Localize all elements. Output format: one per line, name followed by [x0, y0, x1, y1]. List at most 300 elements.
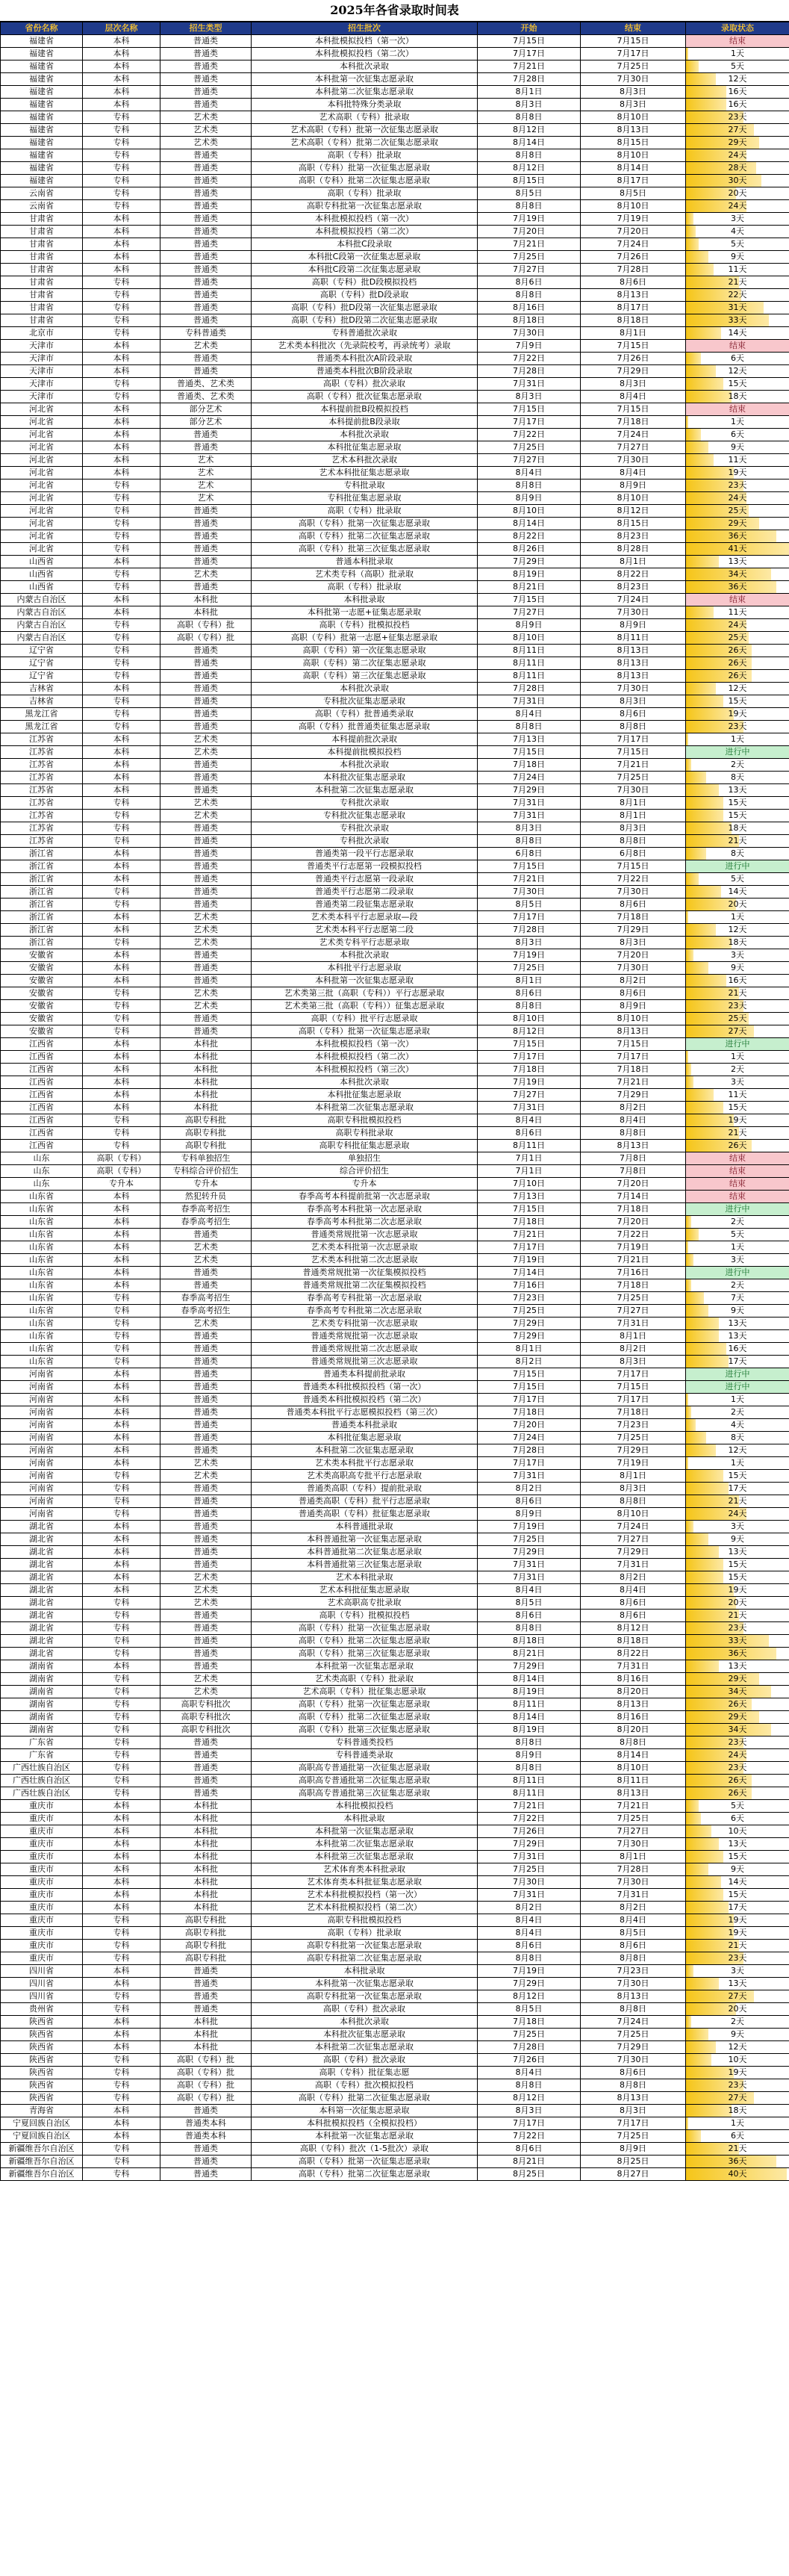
cell-status: [686, 1279, 789, 1292]
cell-status: [686, 543, 789, 556]
cell-status: [686, 581, 789, 594]
cell-status: [686, 1648, 789, 1660]
header-batch[interactable]: 招生批次: [252, 22, 478, 35]
cell-batch: 高职专科批征集志愿录取: [252, 1140, 478, 1152]
cell-level: 本科: [83, 1229, 160, 1241]
status-text: 27天: [728, 1026, 747, 1036]
table-row: [1, 60, 789, 73]
cell-end: 8月17日: [581, 175, 686, 187]
header-end[interactable]: 结束: [581, 22, 686, 35]
table-row: [1, 365, 789, 378]
cell-level: 本科: [83, 860, 160, 873]
progress-fill: [686, 1406, 691, 1418]
cell-end: 8月4日: [581, 1114, 686, 1127]
cell-batch: 专科批征集志愿录取: [252, 492, 478, 505]
cell-type: 普通类: [160, 543, 252, 556]
table-row: [1, 1495, 789, 1508]
cell-level: 本科: [83, 1216, 160, 1229]
cell-start: 7月15日: [478, 1368, 581, 1381]
cell-batch: 本科批模拟投档（第一次）: [252, 213, 478, 226]
cell-end: 7月30日: [581, 1978, 686, 1990]
cell-batch: 艺术本科批次录取: [252, 454, 478, 467]
cell-end: 7月15日: [581, 860, 686, 873]
cell-province: 河南省: [1, 1483, 83, 1495]
table-row: [1, 1762, 789, 1775]
cell-level: 专科: [83, 1737, 160, 1749]
cell-province: 重庆市: [1, 1863, 83, 1876]
table-row: [1, 2079, 789, 2092]
progress-fill: [686, 175, 761, 187]
cell-end: 7月31日: [581, 1559, 686, 1571]
cell-end: 7月27日: [581, 1305, 686, 1318]
cell-type: 然犯转升员: [160, 1191, 252, 1203]
cell-end: 8月12日: [581, 505, 686, 518]
table-row: [1, 492, 789, 505]
progress-fill: [686, 1635, 769, 1647]
cell-batch: 艺术本科批模拟投档（第二次）: [252, 1902, 478, 1914]
table-row: [1, 1508, 789, 1521]
cell-status: [686, 492, 789, 505]
cell-batch: 艺术类本科批第一次志愿录取: [252, 1241, 478, 1254]
cell-province: 福建省: [1, 73, 83, 86]
cell-start: 7月10日: [478, 1178, 581, 1191]
cell-province: 甘肃省: [1, 226, 83, 238]
cell-batch: 普通本科批录取: [252, 556, 478, 568]
progress-fill: [686, 1216, 691, 1228]
cell-province: 陕西省: [1, 2041, 83, 2054]
table-row: [1, 1711, 789, 1724]
cell-batch: 艺术类第三批（高职（专科））平行志愿录取: [252, 987, 478, 1000]
cell-start: 8月6日: [478, 1495, 581, 1508]
cell-level: 本科: [83, 353, 160, 365]
cell-status: [686, 1356, 789, 1368]
cell-status: [686, 302, 789, 314]
cell-type: 普通类: [160, 962, 252, 975]
cell-end: 7月25日: [581, 60, 686, 73]
cell-end: 7月25日: [581, 1432, 686, 1444]
table-row: [1, 187, 789, 200]
cell-type: 普通类: [160, 276, 252, 289]
progress-fill: [686, 886, 721, 898]
cell-start: 7月17日: [478, 416, 581, 429]
status-text: 40天: [728, 2169, 747, 2179]
status-text: 9天: [731, 1864, 744, 1874]
cell-type: 普通类: [160, 1965, 252, 1978]
cell-type: 艺术: [160, 467, 252, 479]
status-text: 5天: [731, 1229, 744, 1239]
cell-end: 7月30日: [581, 1876, 686, 1889]
cell-end: 8月3日: [581, 86, 686, 99]
cell-batch: 高职（专科）批第二次征集志愿录取: [252, 1635, 478, 1648]
status-text: 进行中: [725, 1204, 750, 1214]
table-row: [1, 949, 789, 962]
cell-province: 内蒙古自治区: [1, 619, 83, 632]
cell-type: 普通类: [160, 784, 252, 797]
cell-type: 艺术类: [160, 1686, 252, 1698]
table-row: [1, 1444, 789, 1457]
cell-start: 8月22日: [478, 530, 581, 543]
cell-end: 8月10日: [581, 1508, 686, 1521]
cell-start: 7月16日: [478, 1279, 581, 1292]
cell-end: 8月2日: [581, 1902, 686, 1914]
cell-status: [686, 251, 789, 264]
cell-batch: 本科批平行志愿录取: [252, 962, 478, 975]
cell-province: 湖北省: [1, 1648, 83, 1660]
cell-end: 7月30日: [581, 784, 686, 797]
cell-type: 普通类: [160, 1978, 252, 1990]
cell-status: [686, 1686, 789, 1698]
cell-batch: 本科第一次征集志愿录取: [252, 2105, 478, 2117]
status-text: 12天: [728, 2042, 747, 2052]
cell-end: 8月8日: [581, 1495, 686, 1508]
cell-batch: 高职高专普通批第一次征集志愿录取: [252, 1762, 478, 1775]
status-text: 11天: [728, 264, 747, 274]
progress-fill: [686, 784, 719, 796]
cell-status: [686, 1851, 789, 1863]
header-province[interactable]: 省份名称: [1, 22, 83, 35]
cell-start: 8月14日: [478, 518, 581, 530]
cell-level: 专科: [83, 619, 160, 632]
cell-end: 8月1日: [581, 797, 686, 810]
cell-end: 8月3日: [581, 1356, 686, 1368]
status-text: 26天: [728, 1699, 747, 1709]
cell-province: 贵州省: [1, 2003, 83, 2016]
status-text: 20天: [728, 2004, 747, 2014]
cell-batch: 本科批第二次征集志愿录取: [252, 2041, 478, 2054]
cell-status: [686, 2041, 789, 2054]
cell-batch: 高职（专科）批第二次征集志愿录取: [252, 1711, 478, 1724]
cell-start: 7月31日: [478, 797, 581, 810]
header-type[interactable]: 招生类型: [160, 22, 252, 35]
cell-type: 普通类: [160, 213, 252, 226]
cell-province: 湖北省: [1, 1622, 83, 1635]
cell-type: 普通类: [160, 1267, 252, 1279]
progress-fill: [686, 467, 734, 479]
cell-batch: 普通类高职（专科）批征集志愿录取: [252, 1508, 478, 1521]
table-row: [1, 1622, 789, 1635]
cell-type: 普通类: [160, 1775, 252, 1787]
cell-end: 7月24日: [581, 2016, 686, 2029]
cell-level: 本科: [83, 441, 160, 454]
cell-start: 7月28日: [478, 924, 581, 937]
table-row: [1, 1165, 789, 1178]
cell-start: 8月4日: [478, 1927, 581, 1940]
status-text: 2天: [731, 1407, 744, 1417]
cell-batch: 春季高考专科批第一次志愿录取: [252, 1292, 478, 1305]
table-row: [1, 1775, 789, 1787]
cell-batch: 本科批征集志愿录取: [252, 441, 478, 454]
header-start[interactable]: 开始: [478, 22, 581, 35]
table-row: [1, 1483, 789, 1495]
cell-level: 专科: [83, 1000, 160, 1013]
cell-batch: 单独招生: [252, 1152, 478, 1165]
status-text: 34天: [728, 1725, 747, 1734]
cell-type: 本科批: [160, 1851, 252, 1863]
cell-status: [686, 606, 789, 619]
table-row: [1, 314, 789, 327]
status-text: 24天: [728, 1509, 747, 1518]
cell-level: 本科: [83, 365, 160, 378]
cell-batch: 高职（专科）批第一次征集志愿录取: [252, 518, 478, 530]
status-text: 33天: [728, 1636, 747, 1645]
cell-type: 普通类: [160, 1483, 252, 1495]
cell-start: 7月28日: [478, 683, 581, 695]
cell-start: 8月8日: [478, 1737, 581, 1749]
cell-province: 河北省: [1, 467, 83, 479]
cell-end: 7月19日: [581, 1457, 686, 1470]
cell-type: 春季高考招生: [160, 1203, 252, 1216]
cell-type: 普通类、艺术类: [160, 391, 252, 403]
header-level[interactable]: 层次名称: [83, 22, 160, 35]
cell-type: 艺术类: [160, 987, 252, 1000]
cell-level: 本科: [83, 429, 160, 441]
progress-fill: [686, 1394, 688, 1406]
cell-level: 本科: [83, 924, 160, 937]
status-text: 24天: [728, 493, 747, 503]
cell-type: 普通类: [160, 2003, 252, 2016]
cell-start: 8月12日: [478, 1990, 581, 2003]
cell-start: 8月1日: [478, 86, 581, 99]
cell-province: 甘肃省: [1, 276, 83, 289]
cell-start: 8月1日: [478, 975, 581, 987]
cell-province: 甘肃省: [1, 251, 83, 264]
cell-end: 6月8日: [581, 848, 686, 860]
cell-status: [686, 1711, 789, 1724]
cell-batch: 综合评价招生: [252, 1165, 478, 1178]
table-row: [1, 784, 789, 797]
status-text: 1天: [731, 2118, 744, 2128]
cell-status: [686, 1254, 789, 1267]
table-row: [1, 645, 789, 657]
status-text: 4天: [731, 226, 744, 236]
status-text: 24天: [728, 150, 747, 160]
cell-status: [686, 1533, 789, 1546]
table-row: [1, 467, 789, 479]
cell-province: 江苏省: [1, 759, 83, 772]
table-row: [1, 899, 789, 911]
table-row: [1, 441, 789, 454]
status-text: 17天: [728, 1356, 747, 1366]
table-row: [1, 1229, 789, 1241]
progress-fill: [686, 1279, 691, 1291]
status-text: 进行中: [725, 1039, 750, 1049]
cell-end: 7月18日: [581, 416, 686, 429]
progress-fill: [686, 759, 691, 771]
cell-status: [686, 1102, 789, 1114]
cell-type: 普通类: [160, 822, 252, 835]
cell-level: 专科: [83, 111, 160, 124]
cell-province: 福建省: [1, 149, 83, 162]
cell-batch: 普通类平行志愿第一段模拟投档: [252, 860, 478, 873]
status-text: 19天: [728, 468, 747, 477]
status-text: 15天: [728, 696, 747, 706]
cell-level: 专科: [83, 518, 160, 530]
cell-start: 8月21日: [478, 1648, 581, 1660]
status-text: 21天: [728, 836, 747, 845]
cell-batch: 艺术类本科平行志愿第二段: [252, 924, 478, 937]
status-text: 22天: [728, 290, 747, 300]
table-row: [1, 1965, 789, 1978]
cell-batch: 高职（专科）批次（1-5批次）录取: [252, 2143, 478, 2156]
cell-end: 7月20日: [581, 1178, 686, 1191]
cell-level: 专科: [83, 1330, 160, 1343]
cell-batch: 本科批征集志愿录取: [252, 1089, 478, 1102]
cell-batch: 高职专科批第一次征集志愿录取: [252, 1940, 478, 1952]
cell-batch: 艺术本科批模拟投档（第一次）: [252, 1889, 478, 1902]
cell-end: 8月1日: [581, 556, 686, 568]
cell-start: 7月27日: [478, 264, 581, 276]
cell-batch: 艺术本科批征集志愿录取: [252, 1584, 478, 1597]
progress-fill: [686, 1102, 723, 1114]
cell-end: 8月22日: [581, 1648, 686, 1660]
cell-status: [686, 1584, 789, 1597]
table-row: [1, 2117, 789, 2130]
cell-start: 8月8日: [478, 479, 581, 492]
cell-batch: 艺术类高职高专批平行志愿录取: [252, 1470, 478, 1483]
cell-end: 8月13日: [581, 1025, 686, 1038]
progress-fill: [686, 441, 708, 453]
header-status[interactable]: 录取状态: [686, 22, 789, 35]
cell-status: [686, 365, 789, 378]
cell-province: 湖北省: [1, 1533, 83, 1546]
cell-batch: 本科批第一次征集志愿录取: [252, 1660, 478, 1673]
cell-status: [686, 886, 789, 899]
table-row: [1, 73, 789, 86]
cell-type: 普通类: [160, 48, 252, 60]
cell-level: 本科: [83, 403, 160, 416]
cell-province: 内蒙古自治区: [1, 606, 83, 619]
progress-fill: [686, 518, 759, 530]
cell-type: 普通类: [160, 353, 252, 365]
progress-fill: [686, 1064, 691, 1076]
cell-batch: 本科批第二次征集志愿录取: [252, 784, 478, 797]
cell-level: 本科: [83, 73, 160, 86]
cell-province: 重庆市: [1, 1927, 83, 1940]
table-row: [1, 251, 789, 264]
cell-batch: 艺术类专科平行志愿录取: [252, 937, 478, 949]
cell-status: [686, 619, 789, 632]
cell-end: 8月27日: [581, 2168, 686, 2181]
table-row: [1, 530, 789, 543]
cell-start: 7月31日: [478, 1889, 581, 1902]
cell-type: 本科批: [160, 1800, 252, 1813]
cell-end: 7月25日: [581, 1292, 686, 1305]
cell-type: 普通类: [160, 1444, 252, 1457]
progress-fill: [686, 924, 716, 936]
cell-end: 8月6日: [581, 987, 686, 1000]
progress-fill: [686, 1241, 688, 1253]
cell-type: 高职（专科）批: [160, 2054, 252, 2067]
cell-type: 普通类: [160, 175, 252, 187]
cell-batch: 艺术类专科批第一次志愿录取: [252, 1318, 478, 1330]
cell-province: 河南省: [1, 1432, 83, 1444]
status-text: 9天: [731, 963, 744, 972]
cell-province: 江西省: [1, 1051, 83, 1064]
table-row: [1, 708, 789, 721]
cell-status: [686, 1737, 789, 1749]
progress-fill: [686, 1927, 734, 1939]
cell-start: 7月13日: [478, 733, 581, 746]
table-row: [1, 200, 789, 213]
table-row: [1, 1076, 789, 1089]
cell-start: 7月29日: [478, 1546, 581, 1559]
cell-province: 甘肃省: [1, 213, 83, 226]
cell-status: [686, 822, 789, 835]
cell-type: 普通类: [160, 1343, 252, 1356]
cell-batch: 艺术高职（专科）批征集志愿录取: [252, 1686, 478, 1698]
cell-province: 江苏省: [1, 772, 83, 784]
cell-type: 普通类: [160, 1013, 252, 1025]
cell-batch: 高职专科批录取: [252, 1127, 478, 1140]
status-text: 3天: [731, 1521, 744, 1531]
cell-end: 7月25日: [581, 1813, 686, 1825]
cell-type: 普通类: [160, 518, 252, 530]
cell-level: 专科: [83, 1698, 160, 1711]
cell-type: 高职（专科）批: [160, 2079, 252, 2092]
cell-level: 专科: [83, 124, 160, 137]
cell-batch: 艺术类本科平行志愿录取—段: [252, 911, 478, 924]
cell-status: [686, 937, 789, 949]
cell-status: [686, 505, 789, 518]
cell-status: [686, 835, 789, 848]
cell-end: 8月8日: [581, 1737, 686, 1749]
cell-level: 专科: [83, 1635, 160, 1648]
cell-start: 7月20日: [478, 1419, 581, 1432]
cell-batch: 普通类本科批平行志愿模拟投档（第三次）: [252, 1406, 478, 1419]
cell-status: [686, 1838, 789, 1851]
cell-province: 福建省: [1, 86, 83, 99]
cell-end: 8月18日: [581, 1635, 686, 1648]
cell-status: [686, 416, 789, 429]
cell-end: 8月9日: [581, 479, 686, 492]
cell-start: 7月17日: [478, 1241, 581, 1254]
cell-province: 江苏省: [1, 822, 83, 835]
cell-batch: 专科批录取: [252, 479, 478, 492]
status-text: 5天: [731, 1801, 744, 1810]
cell-batch: 本科批录取: [252, 1813, 478, 1825]
cell-batch: 艺术高职（专科）批第二次征集志愿录取: [252, 137, 478, 149]
cell-end: 8月15日: [581, 137, 686, 149]
status-text: 18天: [728, 391, 747, 401]
cell-province: 福建省: [1, 162, 83, 175]
cell-level: 本科: [83, 1800, 160, 1813]
status-text: 结束: [729, 1153, 746, 1163]
table-row: [1, 1597, 789, 1610]
cell-status: [686, 1876, 789, 1889]
cell-province: 江西省: [1, 1064, 83, 1076]
status-text: 18天: [728, 2105, 747, 2115]
cell-province: 山东省: [1, 1279, 83, 1292]
cell-batch: 艺术类本科批平行志愿录取: [252, 1457, 478, 1470]
status-text: 20天: [728, 188, 747, 198]
cell-start: 7月22日: [478, 353, 581, 365]
cell-province: 山东省: [1, 1318, 83, 1330]
cell-status: [686, 124, 789, 137]
cell-end: 8月9日: [581, 619, 686, 632]
cell-level: 专科: [83, 2156, 160, 2168]
cell-status: [686, 403, 789, 416]
cell-batch: 艺术类第三批（高职（专科））征集志愿录取: [252, 1000, 478, 1013]
cell-batch: 本科批C段第一次征集志愿录取: [252, 251, 478, 264]
cell-batch: 普通类本科批次B阶段录取: [252, 365, 478, 378]
cell-end: 7月31日: [581, 1318, 686, 1330]
cell-type: 本科批: [160, 2029, 252, 2041]
progress-fill: [686, 1483, 729, 1495]
cell-level: 专升本: [83, 1178, 160, 1191]
cell-start: 7月29日: [478, 556, 581, 568]
cell-status: [686, 200, 789, 213]
cell-level: 本科: [83, 467, 160, 479]
